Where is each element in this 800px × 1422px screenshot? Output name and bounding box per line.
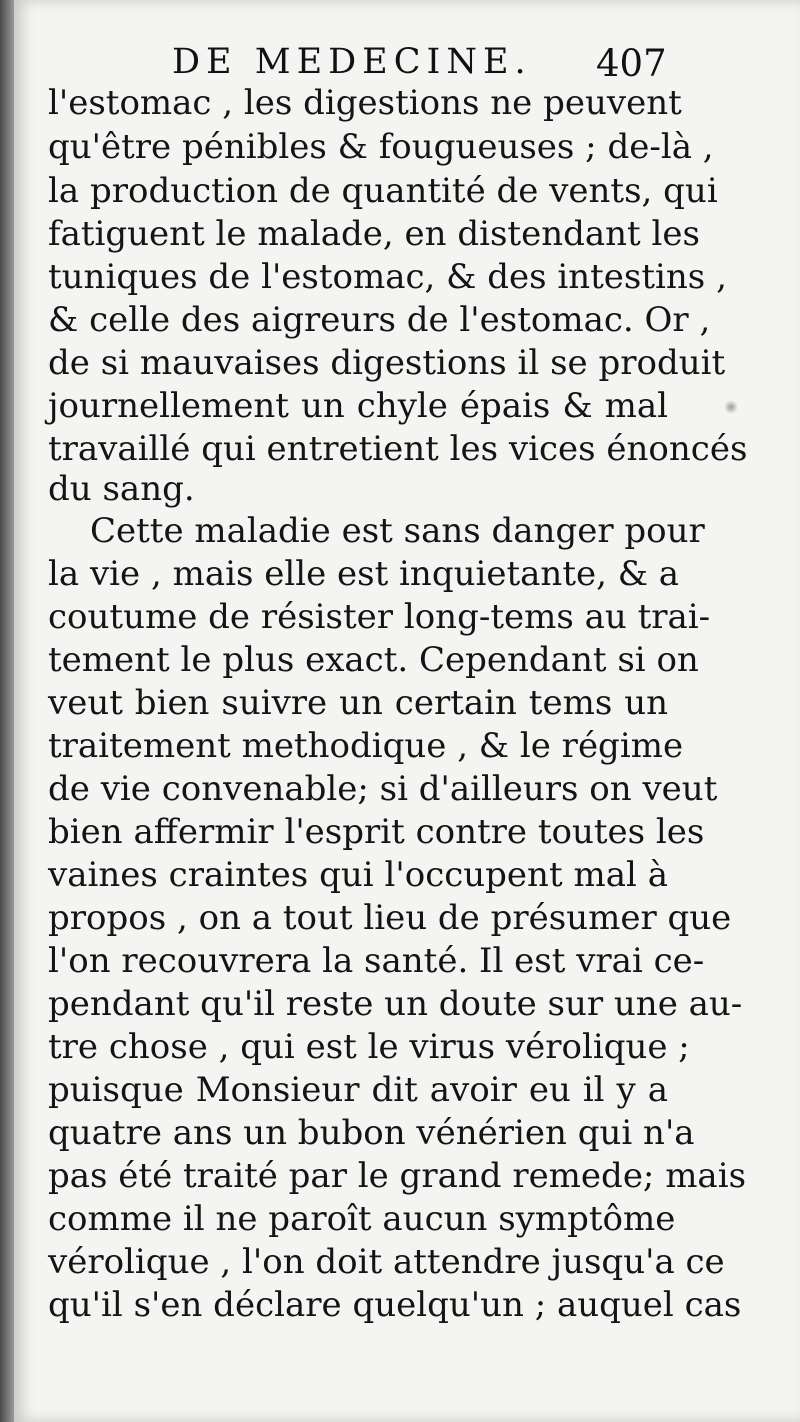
text-line: vérolique , l'on doit attendre jusqu'a ce [48,1242,725,1282]
page-number: 407 [596,42,667,85]
text-line: quatre ans un bubon vénérien qui n'a [48,1113,695,1153]
text-line: vaines craintes qui l'occupent mal à [48,855,668,895]
text-line: pendant qu'il reste un doute sur une au- [48,984,743,1024]
text-line: de vie convenable; si d'ailleurs on veut [48,769,718,809]
text-line: travaillé qui entretient les vices énoncés [48,429,748,469]
text-line: & celle des aigreurs de l'estomac. Or , [48,300,711,340]
text-line: veut bien suivre un certain tems un [48,683,668,723]
text-line: coutume de résister long-tems au trai- [48,597,711,637]
text-line: journellement un chyle épais & mal [48,386,668,426]
text-line: puisque Monsieur dit avoir eu il y a [48,1070,668,1110]
text-line: du sang. [48,469,195,509]
text-line: comme il ne paroît aucun symptôme [48,1199,676,1239]
text-line: bien affermir l'esprit contre toutes les [48,812,705,852]
text-line: tre chose , qui est le virus vérolique ; [48,1027,690,1067]
text-line: traitement methodique , & le régime [48,726,684,766]
text-line: l'estomac , les digestions ne peuvent [48,83,682,123]
text-line: la vie , mais elle est inquietante, & a [48,554,680,594]
text-line: fatiguent le malade, en distendant les [48,214,700,254]
text-line: tement le plus exact. Cependant si on [48,640,699,680]
text-line: qu'être pénibles & fougueuses ; de-là , [48,127,714,167]
text-line: pas été traité par le grand remede; mais [48,1156,747,1196]
paragraph-first-line: Cette maladie est sans danger pour [90,511,705,551]
text-line: l'on recouvrera la santé. Il est vrai ce- [48,941,705,981]
text-line: de si mauvaises digestions il se produit [48,343,726,383]
text-line: tuniques de l'estomac, & des intestins , [48,257,727,297]
text-line: propos , on a tout lieu de présumer que [48,898,732,938]
book-gutter [0,0,14,1422]
text-line: la production de quantité de vents, qui [48,171,718,211]
running-title: DE MEDECINE. [172,42,532,82]
paper-blemish [724,400,738,414]
text-line: qu'il s'en déclare quelqu'un ; auquel cas [48,1285,742,1325]
